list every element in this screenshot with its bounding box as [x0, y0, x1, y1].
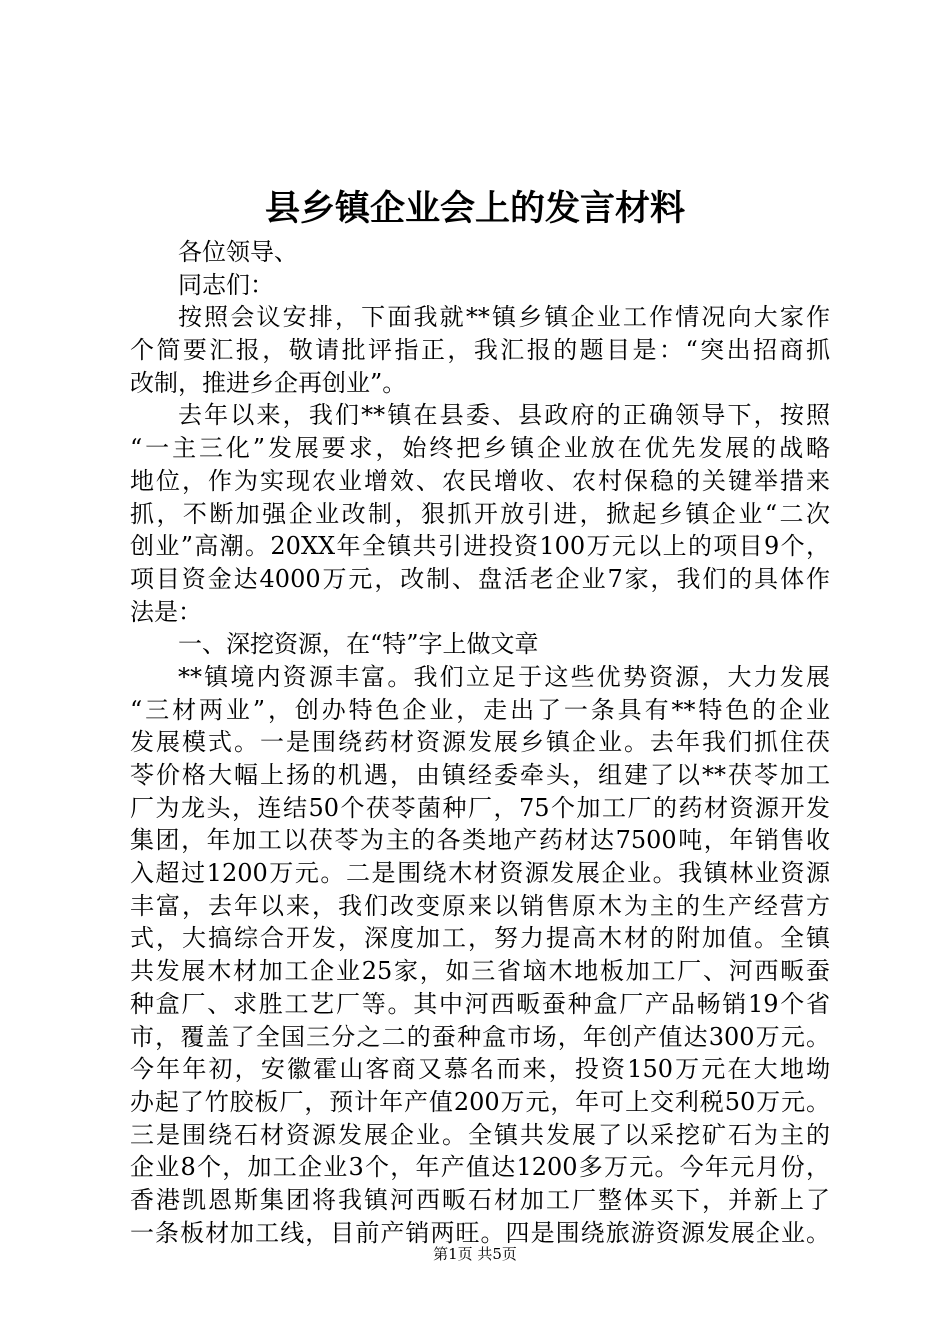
body-line: 按照会议安排，下面我就**镇乡镇企业工作情况向大家作 [178, 303, 830, 332]
body-line: 苓价格大幅上扬的机遇，由镇经委牵头，组建了以**茯苓加工 [130, 761, 830, 789]
document-title: 县乡镇企业会上的发言材料 [264, 188, 685, 229]
body-line: 入超过1200万元。二是围绕木材资源发展企业。我镇林业资源 [130, 859, 830, 888]
body-line: 改制，推进乡企再创业”。 [130, 368, 407, 397]
page-footer: 第1页 共5页 [433, 1245, 517, 1263]
body-line: 去年以来，我们**镇在县委、县政府的正确领导下，按照 [178, 401, 830, 430]
body-line: 各位领导、 [178, 238, 298, 266]
body-line: 集团，年加工以茯苓为主的各类地产药材达7500吨，年销售收 [130, 826, 830, 855]
body-line: 发展模式。一是围绕药材资源发展乡镇企业。去年我们抓住茯 [130, 728, 830, 757]
body-line: 香港凯恩斯集团将我镇河西畈石材加工厂整体买下，并新上了 [130, 1185, 830, 1214]
body-line: 种盒厂、求胜工艺厂等。其中河西畈蚕种盒厂产品畅销19个省 [130, 989, 830, 1018]
body-line: 厂为龙头，连结50个茯苓菌种厂，75个加工厂的药材资源开发 [130, 793, 830, 822]
body-line: 个简要汇报，敬请批评指正，我汇报的题目是：“突出招商抓 [130, 336, 830, 365]
body-line: “三材两业”，创办特色企业，走出了一条具有**特色的企业 [130, 695, 830, 724]
document-body [130, 236, 830, 1249]
body-line: 企业8个，加工企业3个，年产值达1200多万元。今年元月份， [130, 1153, 830, 1182]
body-line: 丰富，去年以来，我们改变原来以销售原木为主的生产经营方 [130, 891, 830, 920]
body-line: 项目资金达4000万元，改制、盘活老企业7家，我们的具体作 [130, 564, 830, 593]
body-line: 一条板材加工线，目前产销两旺。四是围绕旅游资源发展企业。 [130, 1218, 830, 1247]
body-line: 办起了竹胶板厂，预计年产值200万元，年可上交利税50万元。 [130, 1087, 830, 1116]
body-line: 创业”高潮。20XX年全镇共引进投资100万元以上的项目9个， [130, 532, 830, 561]
body-line: 抓，不断加强企业改制，狠抓开放引进，掀起乡镇企业“二次 [130, 499, 830, 528]
body-line: 三是围绕石材资源发展企业。全镇共发展了以采挖矿石为主的 [130, 1120, 830, 1149]
body-line: 地位，作为实现农业增效、农民增收、农村保稳的关键举措来 [130, 466, 830, 495]
body-line: 今年年初，安徽霍山客商又慕名而来，投资150万元在大地坳 [130, 1055, 830, 1084]
body-line: “一主三化”发展要求，始终把乡镇企业放在优先发展的战略 [130, 434, 830, 463]
body-line: 同志们： [178, 270, 274, 299]
body-line: 共发展木材加工企业25家，如三省垴木地板加工厂、河西畈蚕 [130, 957, 830, 986]
body-line: 法是： [130, 597, 202, 626]
body-line: 式，大搞综合开发，深度加工，努力提高木材的附加值。全镇 [130, 924, 830, 953]
body-line: **镇境内资源丰富。我们立足于这些优势资源，大力发展 [178, 662, 830, 691]
body-line: 一、深挖资源，在“特”字上做文章 [178, 630, 539, 659]
body-line: 市，覆盖了全国三分之二的蚕种盒市场，年创产值达300万元。 [130, 1022, 830, 1051]
